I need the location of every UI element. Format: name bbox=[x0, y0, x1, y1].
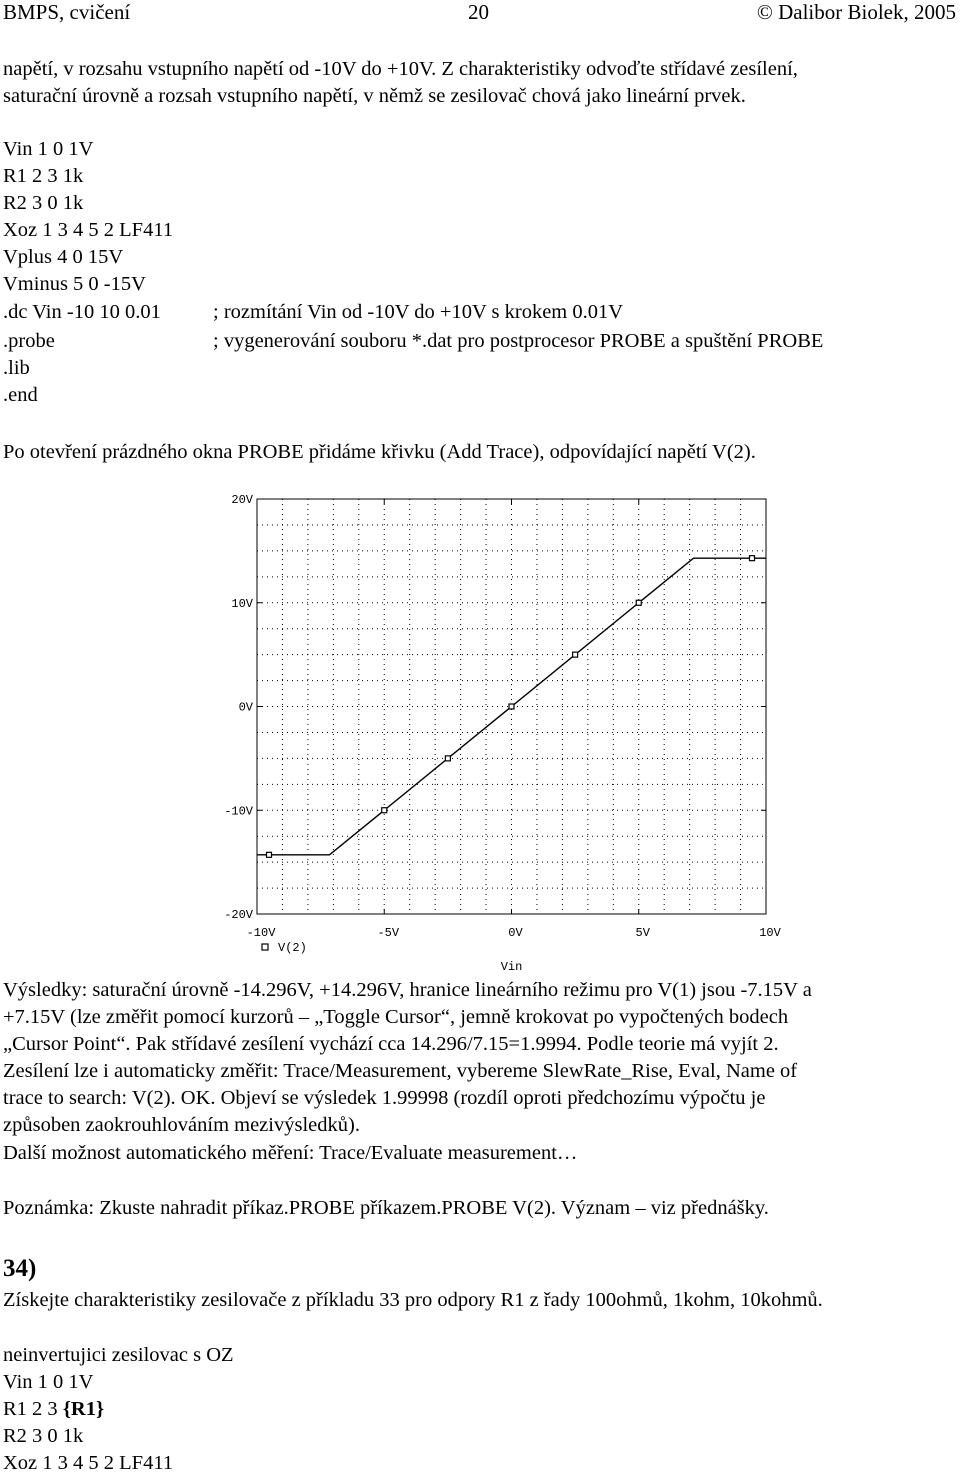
y-tick-label: -10V bbox=[224, 804, 253, 819]
netlist1-line-3: R2 3 0 1k bbox=[3, 192, 84, 214]
series-marker bbox=[509, 704, 514, 709]
netlist2-line-2 bbox=[3, 1397, 104, 1421]
series-marker bbox=[267, 852, 272, 857]
results-line-3: „Cursor Point“. Pak střídavé zesílení vychází cca 14.296/7.15=1.9994. Podle teorie má vyjít 2. bbox=[3, 1033, 779, 1055]
intro-line-1: napětí, v rozsahu vstupního napětí od -10V do +10V. Z charakteristiky odvoďte střídavé zesílení, bbox=[3, 58, 798, 80]
dc-comment: ; rozmítání Vin od -10V do +10V s krokem 0.01V bbox=[213, 301, 624, 323]
page-number: 20 bbox=[468, 0, 489, 24]
intro-line-2: saturační úrovně a rozsah vstupního napětí, v němž se zesilovač chová jako lineární prvek. bbox=[3, 85, 746, 107]
series-marker bbox=[750, 556, 755, 561]
series-marker bbox=[573, 652, 578, 657]
netlist1-line-2: R1 2 3 1k bbox=[3, 165, 84, 187]
results-line-1: Výsledky: saturační úrovně -14.296V, +14.296V, hranice lineárního režimu pro V(1) jsou -7.15V a bbox=[3, 979, 812, 1001]
header-left: BMPS, cvičení bbox=[3, 0, 131, 24]
x-tick-label: 0V bbox=[508, 926, 523, 940]
y-tick-label: -20V bbox=[224, 908, 253, 922]
results-line-7: Další možnost automatického měření: Trace/Evaluate measurement… bbox=[3, 1142, 578, 1164]
series-markers bbox=[267, 556, 755, 858]
probe-comment: ; vygenerování souboru *.dat pro postprocesor PROBE a spuštění PROBE bbox=[213, 330, 824, 352]
results-line-2: +7.15V (lze změřit pomocí kurzorů – „Toggle Cursor“, jemně krokovat po vypočtených bodech bbox=[3, 1006, 789, 1028]
netlist1-line-10: .end bbox=[3, 384, 38, 406]
note: Poznámka: Zkuste nahradit příkaz.PROBE příkazem.PROBE V(2). Význam – viz přednášky. bbox=[3, 1197, 769, 1219]
netlist2-line-4: Xoz 1 3 4 5 2 LF411 bbox=[3, 1452, 174, 1474]
section-number: 34) bbox=[3, 1255, 37, 1282]
x-tick-label: -5V bbox=[377, 926, 400, 940]
netlist2-title: neinvertujici zesilovac s OZ bbox=[3, 1344, 234, 1366]
series-marker bbox=[382, 808, 387, 813]
netlist1-line-5: Vplus 4 0 15V bbox=[3, 246, 124, 268]
netlist1-line-1: Vin 1 0 1V bbox=[3, 138, 94, 160]
netlist2-line-3: R2 3 0 1k bbox=[3, 1425, 84, 1447]
probe-chart bbox=[0, 480, 960, 980]
legend-marker bbox=[262, 944, 268, 950]
netlist1-line-4: Xoz 1 3 4 5 2 LF411 bbox=[3, 219, 174, 241]
netlist1-line-9: .lib bbox=[3, 357, 30, 379]
x-axis-label: Vin bbox=[500, 960, 523, 974]
probe-sentence: Po otevření prázdného okna PROBE přidáme křivku (Add Trace), odpovídající napětí V(2). bbox=[3, 441, 756, 463]
y-tick-label: 0V bbox=[238, 700, 253, 715]
y-tick-label: 10V bbox=[231, 596, 253, 611]
legend-label: V(2) bbox=[278, 941, 307, 955]
netlist1-line-7: .dc Vin -10 10 0.01 bbox=[3, 301, 161, 323]
y-tick-label: 20V bbox=[231, 493, 253, 507]
results-line-6: způsoben zaokrouhlováním mezivýsledků). bbox=[3, 1114, 360, 1136]
series-marker bbox=[636, 600, 641, 605]
results-line-5: trace to search: V(2). OK. Objeví se výsledek 1.99998 (rozdíl oproti předchozímu výpočtu je bbox=[3, 1087, 766, 1109]
series-marker bbox=[445, 756, 450, 761]
netlist1-line-8: .probe bbox=[3, 330, 55, 352]
x-tick-label: 5V bbox=[635, 926, 650, 940]
section-text: Získejte charakteristiky zesilovače z příkladu 33 pro odpory R1 z řady 100ohmů, 1kohm, 10kohmů. bbox=[3, 1289, 823, 1311]
header-right: © Dalibor Biolek, 2005 bbox=[756, 0, 956, 24]
netlist2-line-1: Vin 1 0 1V bbox=[3, 1371, 94, 1393]
results-line-4: Zesílení lze i automaticky změřit: Trace/Measurement, vybereme SlewRate_Rise, Eval, Name of bbox=[3, 1060, 798, 1082]
netlist2-param: {R1} bbox=[62, 1398, 105, 1420]
x-tick-label: 10V bbox=[759, 926, 781, 940]
netlist1-line-6: Vminus 5 0 -15V bbox=[3, 273, 146, 295]
netlist2-line-2-prefix: R1 2 3 bbox=[3, 1398, 63, 1420]
x-tick-label: -10V bbox=[246, 926, 276, 940]
